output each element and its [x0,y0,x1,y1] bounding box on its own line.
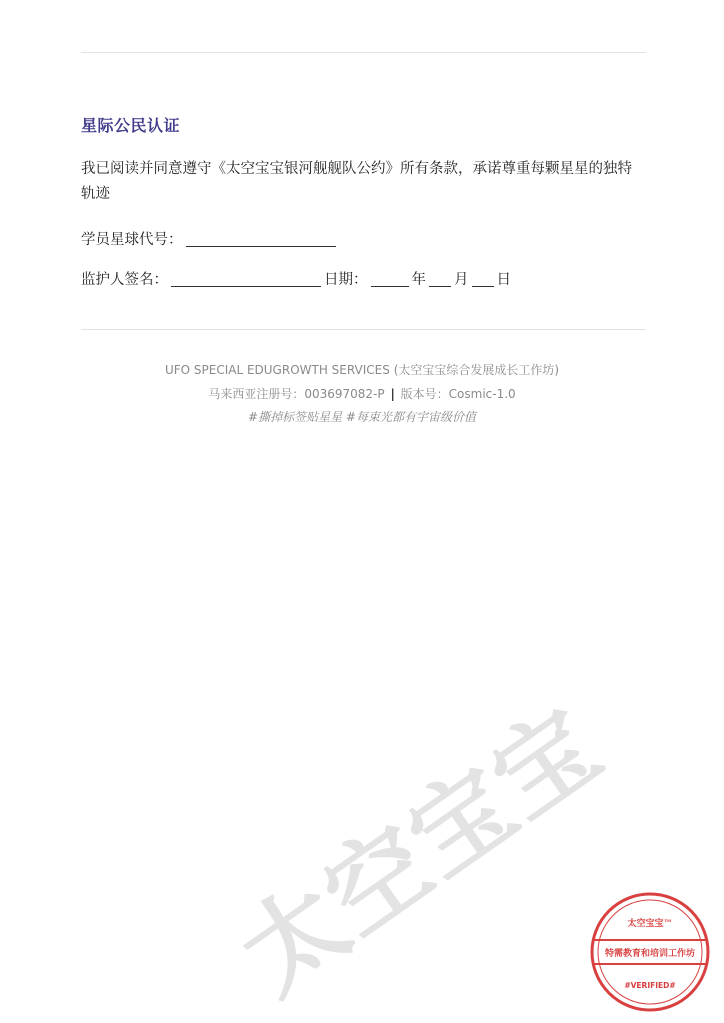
year-blank[interactable] [371,270,409,287]
month-blank[interactable] [429,270,451,287]
year-label: 年 [411,272,426,288]
registration-number: 马来西亚注册号：003697082-P [208,387,385,401]
footer-registration-line [0,385,724,402]
watermark: 太空宝宝 [220,686,622,1016]
stamp-top-text: 太空宝宝™ [627,919,673,929]
footer-company-line: UFO SPECIAL EDUGROWTH SERVICES (太空宝宝综合发展成长工作坊) [164,363,560,377]
planet-code-blank[interactable] [186,230,336,247]
verified-stamp [588,890,712,1014]
footer-separator: | [390,387,395,401]
guardian-signature-blank[interactable] [171,270,321,287]
section-heading: 星际公民认证 [81,116,181,135]
planet-code-label: 学员星球代号： [81,232,183,248]
guardian-signature-label: 监护人签名： [81,272,168,288]
version-number: 版本号：Cosmic-1.0 [400,387,516,401]
stamp-bottom-text: #VERIFIED# [624,981,676,990]
month-label: 月 [454,272,469,288]
day-label: 日 [496,272,511,288]
date-label: 日期： [324,272,368,288]
planet-code-row [81,228,339,249]
footer-divider [81,329,646,330]
top-divider [81,52,646,53]
guardian-signature-row [81,268,511,289]
pledge-text: 我已阅读并同意遵守《太空宝宝银河舰舰队公约》所有条款，承诺尊重每颗星星的独特轨迹 [81,161,632,202]
footer-hashtags: #撕掉标签贴星星 #每束光都有宇宙级价值 [248,410,476,424]
stamp-middle-text: 特需教育和培训工作坊 [604,949,696,959]
day-blank[interactable] [472,270,494,287]
